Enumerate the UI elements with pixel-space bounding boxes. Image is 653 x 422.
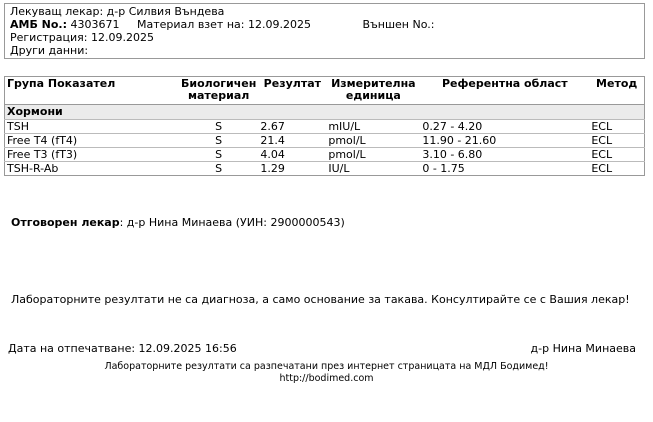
test-material: S: [179, 120, 258, 134]
signing-doctor: д-р Нина Минаева: [530, 342, 636, 355]
test-name: Free T3 (fT3): [5, 148, 180, 162]
test-reference: 3.10 - 6.80: [420, 148, 589, 162]
responsible-doctor: [11, 216, 345, 229]
patient-info-box: [4, 3, 645, 59]
header-unit-line2: единица: [345, 89, 401, 102]
header-material-line1: Биологичен: [181, 77, 257, 90]
registration-value: 12.09.2025: [90, 31, 154, 44]
test-reference: 0 - 1.75: [420, 162, 589, 176]
test-unit: IU/L: [326, 162, 420, 176]
test-reference: 0.27 - 4.20: [420, 120, 589, 134]
table-row: [5, 134, 645, 148]
material-taken-value: 12.09.2025: [247, 18, 311, 31]
test-result: 1.29: [258, 162, 326, 176]
amb-row: [10, 18, 639, 31]
test-method: ECL: [589, 148, 644, 162]
external-no-label: Външен No.:: [362, 18, 435, 31]
responsible-doctor-label: Отговорен лекар: [11, 216, 120, 229]
responsible-doctor-value: : д-р Нина Минаева (УИН: 2900000543): [119, 216, 345, 229]
test-method: ECL: [589, 134, 644, 148]
test-unit: pmol/L: [326, 148, 420, 162]
other-data-label: Други данни:: [10, 44, 89, 57]
test-name: TSH: [5, 120, 180, 134]
test-name: TSH-R-Ab: [5, 162, 180, 176]
header-name: Група Показател: [7, 77, 116, 90]
test-result: 21.4: [258, 134, 326, 148]
treating-doctor-value: д-р Силвия Въндева: [106, 5, 225, 18]
test-reference: 11.90 - 21.60: [420, 134, 589, 148]
group-row: [5, 105, 645, 120]
test-result: 2.67: [258, 120, 326, 134]
registration-label: Регистрация:: [10, 31, 88, 44]
table-row: [5, 120, 645, 134]
test-material: S: [179, 162, 258, 176]
other-data-row: [10, 44, 639, 57]
test-result: 4.04: [258, 148, 326, 162]
test-material: S: [179, 134, 258, 148]
footer-note: Лабораторните резултати са разпечатани през интернет страницата на МДЛ Бодимед!: [104, 361, 549, 372]
group-name: Хормони: [5, 105, 645, 120]
test-method: ECL: [589, 162, 644, 176]
test-material: S: [179, 148, 258, 162]
print-date: Дата на отпечатване: 12.09.2025 16:56: [8, 342, 237, 355]
table-row: [5, 162, 645, 176]
header-material: [179, 77, 258, 105]
test-unit: mIU/L: [326, 120, 420, 134]
results-table: [4, 76, 645, 176]
header-result: Резултат: [263, 77, 321, 90]
test-method: ECL: [589, 120, 644, 134]
footer-link[interactable]: http://bodimed.com: [279, 373, 374, 384]
doctor-row: [10, 5, 639, 18]
registration-row: [10, 31, 639, 44]
header-method: Метод: [596, 77, 638, 90]
header-unit-line1: Измерителна: [331, 77, 416, 90]
material-taken-label: Материал взет на:: [137, 18, 245, 31]
footer: [0, 361, 653, 385]
table-row: [5, 148, 645, 162]
table-header-row: [5, 77, 645, 105]
header-material-line2: материал: [188, 89, 250, 102]
treating-doctor-label: Лекуващ лекар:: [10, 5, 104, 18]
header-unit: [326, 77, 420, 105]
test-name: Free T4 (fT4): [5, 134, 180, 148]
disclaimer-text: Лабораторните резултати не са диагноза, а само основание за такава. Консултирайте се с Вашия лекар!: [11, 293, 630, 306]
amb-value: 4303671: [70, 18, 120, 31]
header-reference: Референтна област: [442, 77, 568, 90]
amb-label: АМБ No.:: [10, 18, 68, 31]
test-unit: pmol/L: [326, 134, 420, 148]
